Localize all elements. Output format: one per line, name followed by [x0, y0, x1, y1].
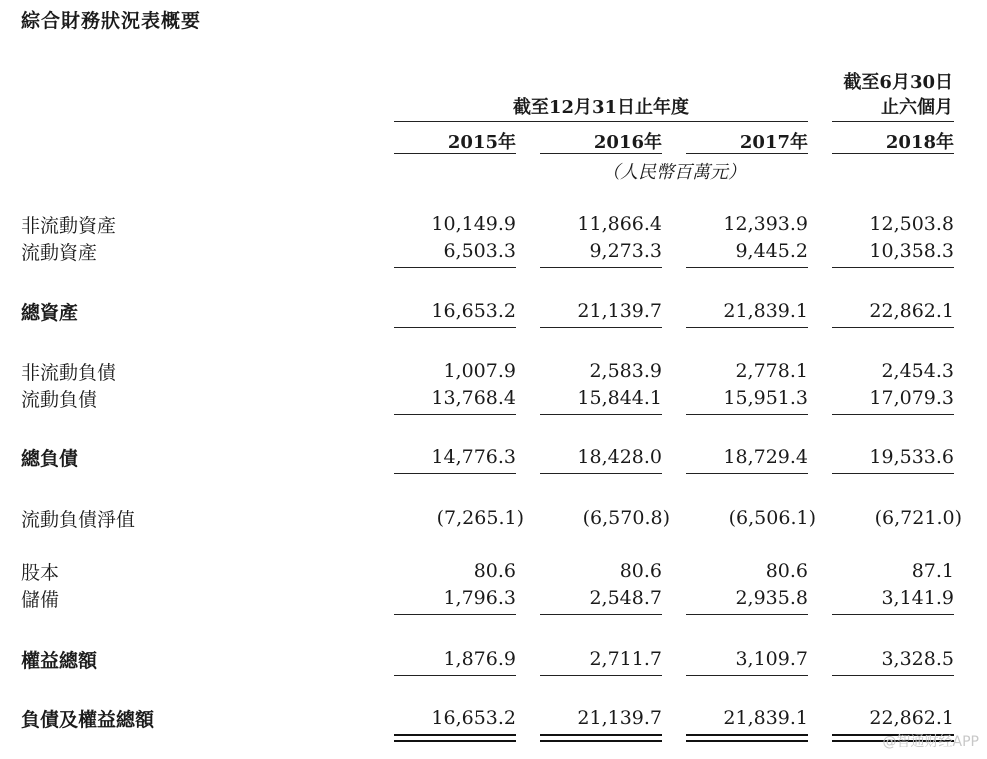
group-header-underline — [394, 121, 808, 122]
double-underline-top — [394, 734, 516, 736]
cell-r9-c3: 3,328.5 — [881, 648, 954, 670]
row-label-non-current-assets: 非流動資產 — [21, 215, 117, 237]
cell-r10-c3: 22,862.1 — [869, 707, 954, 729]
total-line — [540, 675, 662, 676]
cell-r5-c1: 18,428.0 — [577, 446, 662, 468]
subtotal-line — [394, 614, 516, 615]
cell-r3-c2: 2,778.1 — [735, 360, 808, 382]
cell-r8-c0: 1,796.3 — [443, 587, 516, 609]
double-underline-bottom — [540, 740, 662, 742]
total-line — [686, 327, 808, 328]
cell-r4-c3: 17,079.3 — [869, 387, 954, 409]
six-month-header-line2: 止六個月 — [881, 97, 953, 118]
cell-r10-c0: 16,653.2 — [431, 707, 516, 729]
cell-r2-c0: 16,653.2 — [431, 300, 516, 322]
subtotal-line — [686, 414, 808, 415]
subtotal-line — [686, 267, 808, 268]
subtotal-line — [540, 614, 662, 615]
cell-r6-c1: (6,570.8) — [582, 507, 670, 529]
year-underline-2018 — [832, 153, 954, 154]
cell-r2-c2: 21,839.1 — [723, 300, 808, 322]
double-underline-bottom — [394, 740, 516, 742]
row-label-net-current-liabilities: 流動負債淨值 — [21, 509, 136, 531]
cell-r5-c0: 14,776.3 — [431, 446, 516, 468]
cell-r8-c2: 2,935.8 — [735, 587, 808, 609]
table-title: 綜合財務狀況表概要 — [21, 10, 202, 32]
six-month-header-underline — [832, 121, 954, 122]
row-label-total-equity: 權益總額 — [21, 650, 98, 672]
cell-r8-c3: 3,141.9 — [881, 587, 954, 609]
total-line — [394, 675, 516, 676]
total-line — [686, 675, 808, 676]
subtotal-line — [686, 614, 808, 615]
year-underline-2016 — [540, 153, 662, 154]
row-label-reserves: 儲備 — [21, 589, 60, 611]
total-line — [832, 327, 954, 328]
six-month-header-line1: 截至6月30日 — [843, 72, 953, 93]
row-label-total-liabilities-and-equity: 負債及權益總額 — [21, 709, 155, 731]
cell-r8-c1: 2,548.7 — [589, 587, 662, 609]
cell-r3-c0: 1,007.9 — [443, 360, 516, 382]
cell-r7-c2: 80.6 — [765, 560, 808, 582]
cell-r5-c3: 19,533.6 — [869, 446, 954, 468]
subtotal-line — [832, 614, 954, 615]
cell-r5-c2: 18,729.4 — [723, 446, 808, 468]
cell-r1-c1: 9,273.3 — [589, 240, 662, 262]
row-label-non-current-liabilities: 非流動負債 — [21, 362, 117, 384]
cell-r6-c3: (6,721.0) — [874, 507, 962, 529]
cell-r1-c2: 9,445.2 — [735, 240, 808, 262]
double-underline-top — [686, 734, 808, 736]
currency-unit: （人民幣百萬元） — [602, 162, 746, 183]
subtotal-line — [832, 267, 954, 268]
cell-r10-c2: 21,839.1 — [723, 707, 808, 729]
subtotal-line — [832, 414, 954, 415]
cell-r2-c3: 22,862.1 — [869, 300, 954, 322]
cell-r9-c0: 1,876.9 — [443, 648, 516, 670]
year-end-group-header: 截至12月31日止年度 — [512, 97, 690, 118]
total-line — [540, 473, 662, 474]
row-label-total-assets: 總資產 — [21, 302, 79, 324]
cell-r3-c3: 2,454.3 — [881, 360, 954, 382]
total-line — [832, 675, 954, 676]
year-header-2018: 2018年 — [885, 132, 954, 153]
row-label-total-liabilities: 總負債 — [21, 448, 79, 470]
cell-r4-c0: 13,768.4 — [431, 387, 516, 409]
year-header-2017: 2017年 — [739, 132, 808, 153]
cell-r0-c2: 12,393.9 — [723, 213, 808, 235]
cell-r0-c3: 12,503.8 — [869, 213, 954, 235]
year-header-2015: 2015年 — [447, 132, 516, 153]
watermark: @智通财经APP — [882, 734, 979, 750]
double-underline-bottom — [686, 740, 808, 742]
cell-r1-c0: 6,503.3 — [443, 240, 516, 262]
cell-r0-c0: 10,149.9 — [431, 213, 516, 235]
cell-r0-c1: 11,866.4 — [577, 213, 662, 235]
subtotal-line — [540, 414, 662, 415]
cell-r9-c2: 3,109.7 — [735, 648, 808, 670]
cell-r2-c1: 21,139.7 — [577, 300, 662, 322]
total-line — [394, 473, 516, 474]
year-underline-2017 — [686, 153, 808, 154]
row-label-current-assets: 流動資產 — [21, 242, 98, 264]
cell-r10-c1: 21,139.7 — [577, 707, 662, 729]
cell-r4-c2: 15,951.3 — [723, 387, 808, 409]
cell-r6-c0: (7,265.1) — [436, 507, 524, 529]
total-line — [394, 327, 516, 328]
total-line — [686, 473, 808, 474]
row-label-share-capital: 股本 — [21, 562, 60, 584]
subtotal-line — [394, 267, 516, 268]
cell-r1-c3: 10,358.3 — [869, 240, 954, 262]
cell-r7-c3: 87.1 — [911, 560, 954, 582]
total-line — [540, 327, 662, 328]
cell-r7-c0: 80.6 — [473, 560, 516, 582]
subtotal-line — [394, 414, 516, 415]
year-underline-2015 — [394, 153, 516, 154]
row-label-current-liabilities: 流動負債 — [21, 389, 98, 411]
subtotal-line — [540, 267, 662, 268]
cell-r4-c1: 15,844.1 — [577, 387, 662, 409]
cell-r3-c1: 2,583.9 — [589, 360, 662, 382]
double-underline-top — [540, 734, 662, 736]
cell-r9-c1: 2,711.7 — [589, 648, 662, 670]
total-line — [832, 473, 954, 474]
year-header-2016: 2016年 — [593, 132, 662, 153]
cell-r7-c1: 80.6 — [619, 560, 662, 582]
cell-r6-c2: (6,506.1) — [728, 507, 816, 529]
